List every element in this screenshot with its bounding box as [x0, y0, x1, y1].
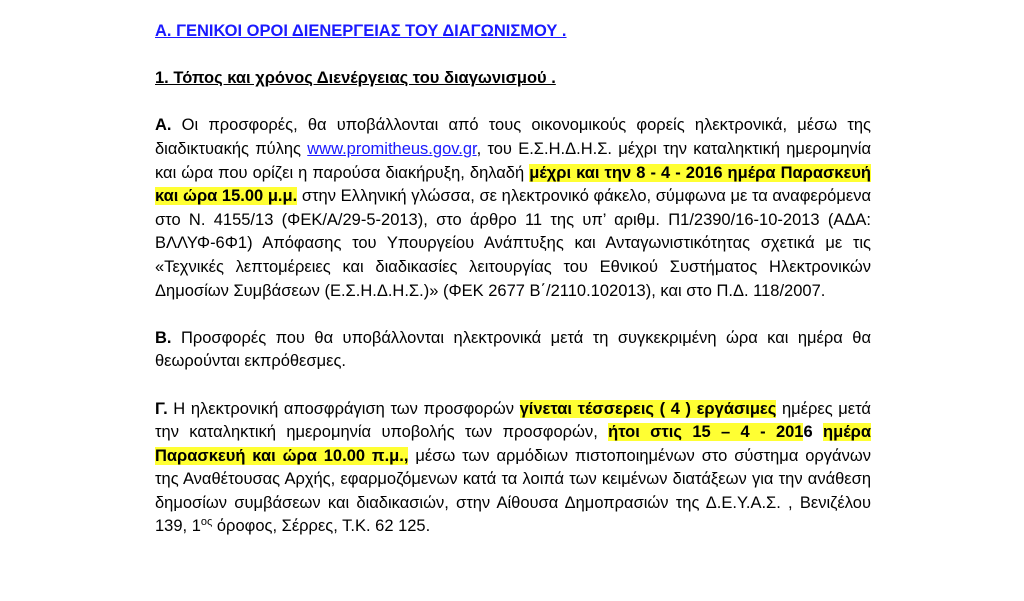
paragraph-c-highlight-time: ημέρα Παρασκευή και ώρα 10.00 π.μ.,	[155, 423, 872, 465]
paragraph-c-text-2: ημέρες μετά την καταληκτική ημερομηνία υποβολής των προσφορών,	[155, 399, 871, 442]
ordinal-superscript: ος	[200, 516, 213, 529]
subsection-title: 1. Τόπος και χρόνος Διενέργειας του διαγωνισμού .	[155, 69, 556, 88]
paragraph-a-label: Α.	[155, 116, 172, 135]
paragraph-a-deadline-highlight: μέχρι και την 8 - 4 - 2016 ημέρα Παρασκευή και ώρα 15.00 μ.μ.	[155, 163, 871, 206]
promitheus-link[interactable]: www.promitheus.gov.gr	[307, 139, 477, 158]
paragraph-c-label: Γ.	[155, 399, 168, 418]
paragraph-a-text-1: Οι προσφορές, θα υποβάλλονται από τους οικονομικούς φορείς ηλεκτρονικά, μέσω της διαδικτυακής πύλης	[155, 116, 871, 158]
paragraph-c	[155, 398, 871, 540]
paragraph-c-text-1: Η ηλεκτρονική αποσφράγιση των προσφορών	[167, 399, 520, 418]
paragraph-c-text-3: 6	[803, 423, 824, 442]
paragraph-b-label: Β.	[155, 328, 172, 347]
paragraph-b	[155, 327, 871, 374]
paragraph-a	[155, 114, 871, 303]
paragraph-a-text-2: , του Ε.Σ.Η.Δ.Η.Σ. μέχρι την καταληκτική ημερομηνία και ώρα που ορίζει η παρούσα διακήρυξη, δηλαδή	[155, 139, 871, 182]
paragraph-c-highlight-workdays: γίνεται τέσσερεις ( 4 ) εργάσιμες	[519, 399, 777, 418]
section-title: Α. ΓΕΝΙΚΟΙ ΟΡΟΙ ΔΙΕΝΕΡΓΕΙΑΣ ΤΟΥ ΔΙΑΓΩΝΙΣΜΟΥ .	[155, 22, 567, 40]
paragraph-b-text: Προσφορές που θα υποβάλλονται ηλεκτρονικά μετά τη συγκεκριμένη ώρα και ημέρα θα θεωρούνται εκπρόθεσμες.	[155, 328, 871, 371]
paragraph-c-text-5: όροφος, Σέρρες, Τ.Κ. 62 125.	[212, 517, 431, 536]
paragraph-c-text-4: μέσω των αρμόδιων πιστοποιημένων στο σύστημα οργάνων της Αναθέτουσας Αρχής, εφαρμοζόμενων κατά τα λοιπά των κειμένων διατάξεων για την ανάθεση δημοσίων συμβάσεων και διαδικασιών, στην Αίθουσα Δημοπρασιών της Δ.Ε.Υ.Α.Σ. , Βενιζέλου 139, 1	[155, 446, 871, 536]
document-page	[155, 20, 871, 563]
paragraph-c-highlight-date: ήτοι στις 15 – 4 - 201	[608, 423, 804, 442]
paragraph-a-text-3: στην Ελληνική γλώσσα, σε ηλεκτρονικό φάκελο, σύμφωνα με τα αναφερόμενα στο Ν. 4155/13 (ΦΕΚ/Α/29-5-2013), στο άρθρο 11 της υπ’ αριθμ. Π1/2390/16-10-2013 (ΑΔΑ: ΒΛΛΥΦ-6Φ1) Απόφασης του Υπουργείου Ανάπτυξης και Ανταγωνιστικότητας σχετικά με τις «Τεχνικές λεπτομέρειες και διαδικασίες λειτουργίας του Εθνικού Συστήματος Ηλεκτρονικών Δημοσίων Συμβάσεων (Ε.Σ.Η.Δ.Η.Σ.)» (ΦΕΚ 2677 Β΄/2110.102013), και στο Π.Δ. 118/2007.	[155, 187, 871, 300]
